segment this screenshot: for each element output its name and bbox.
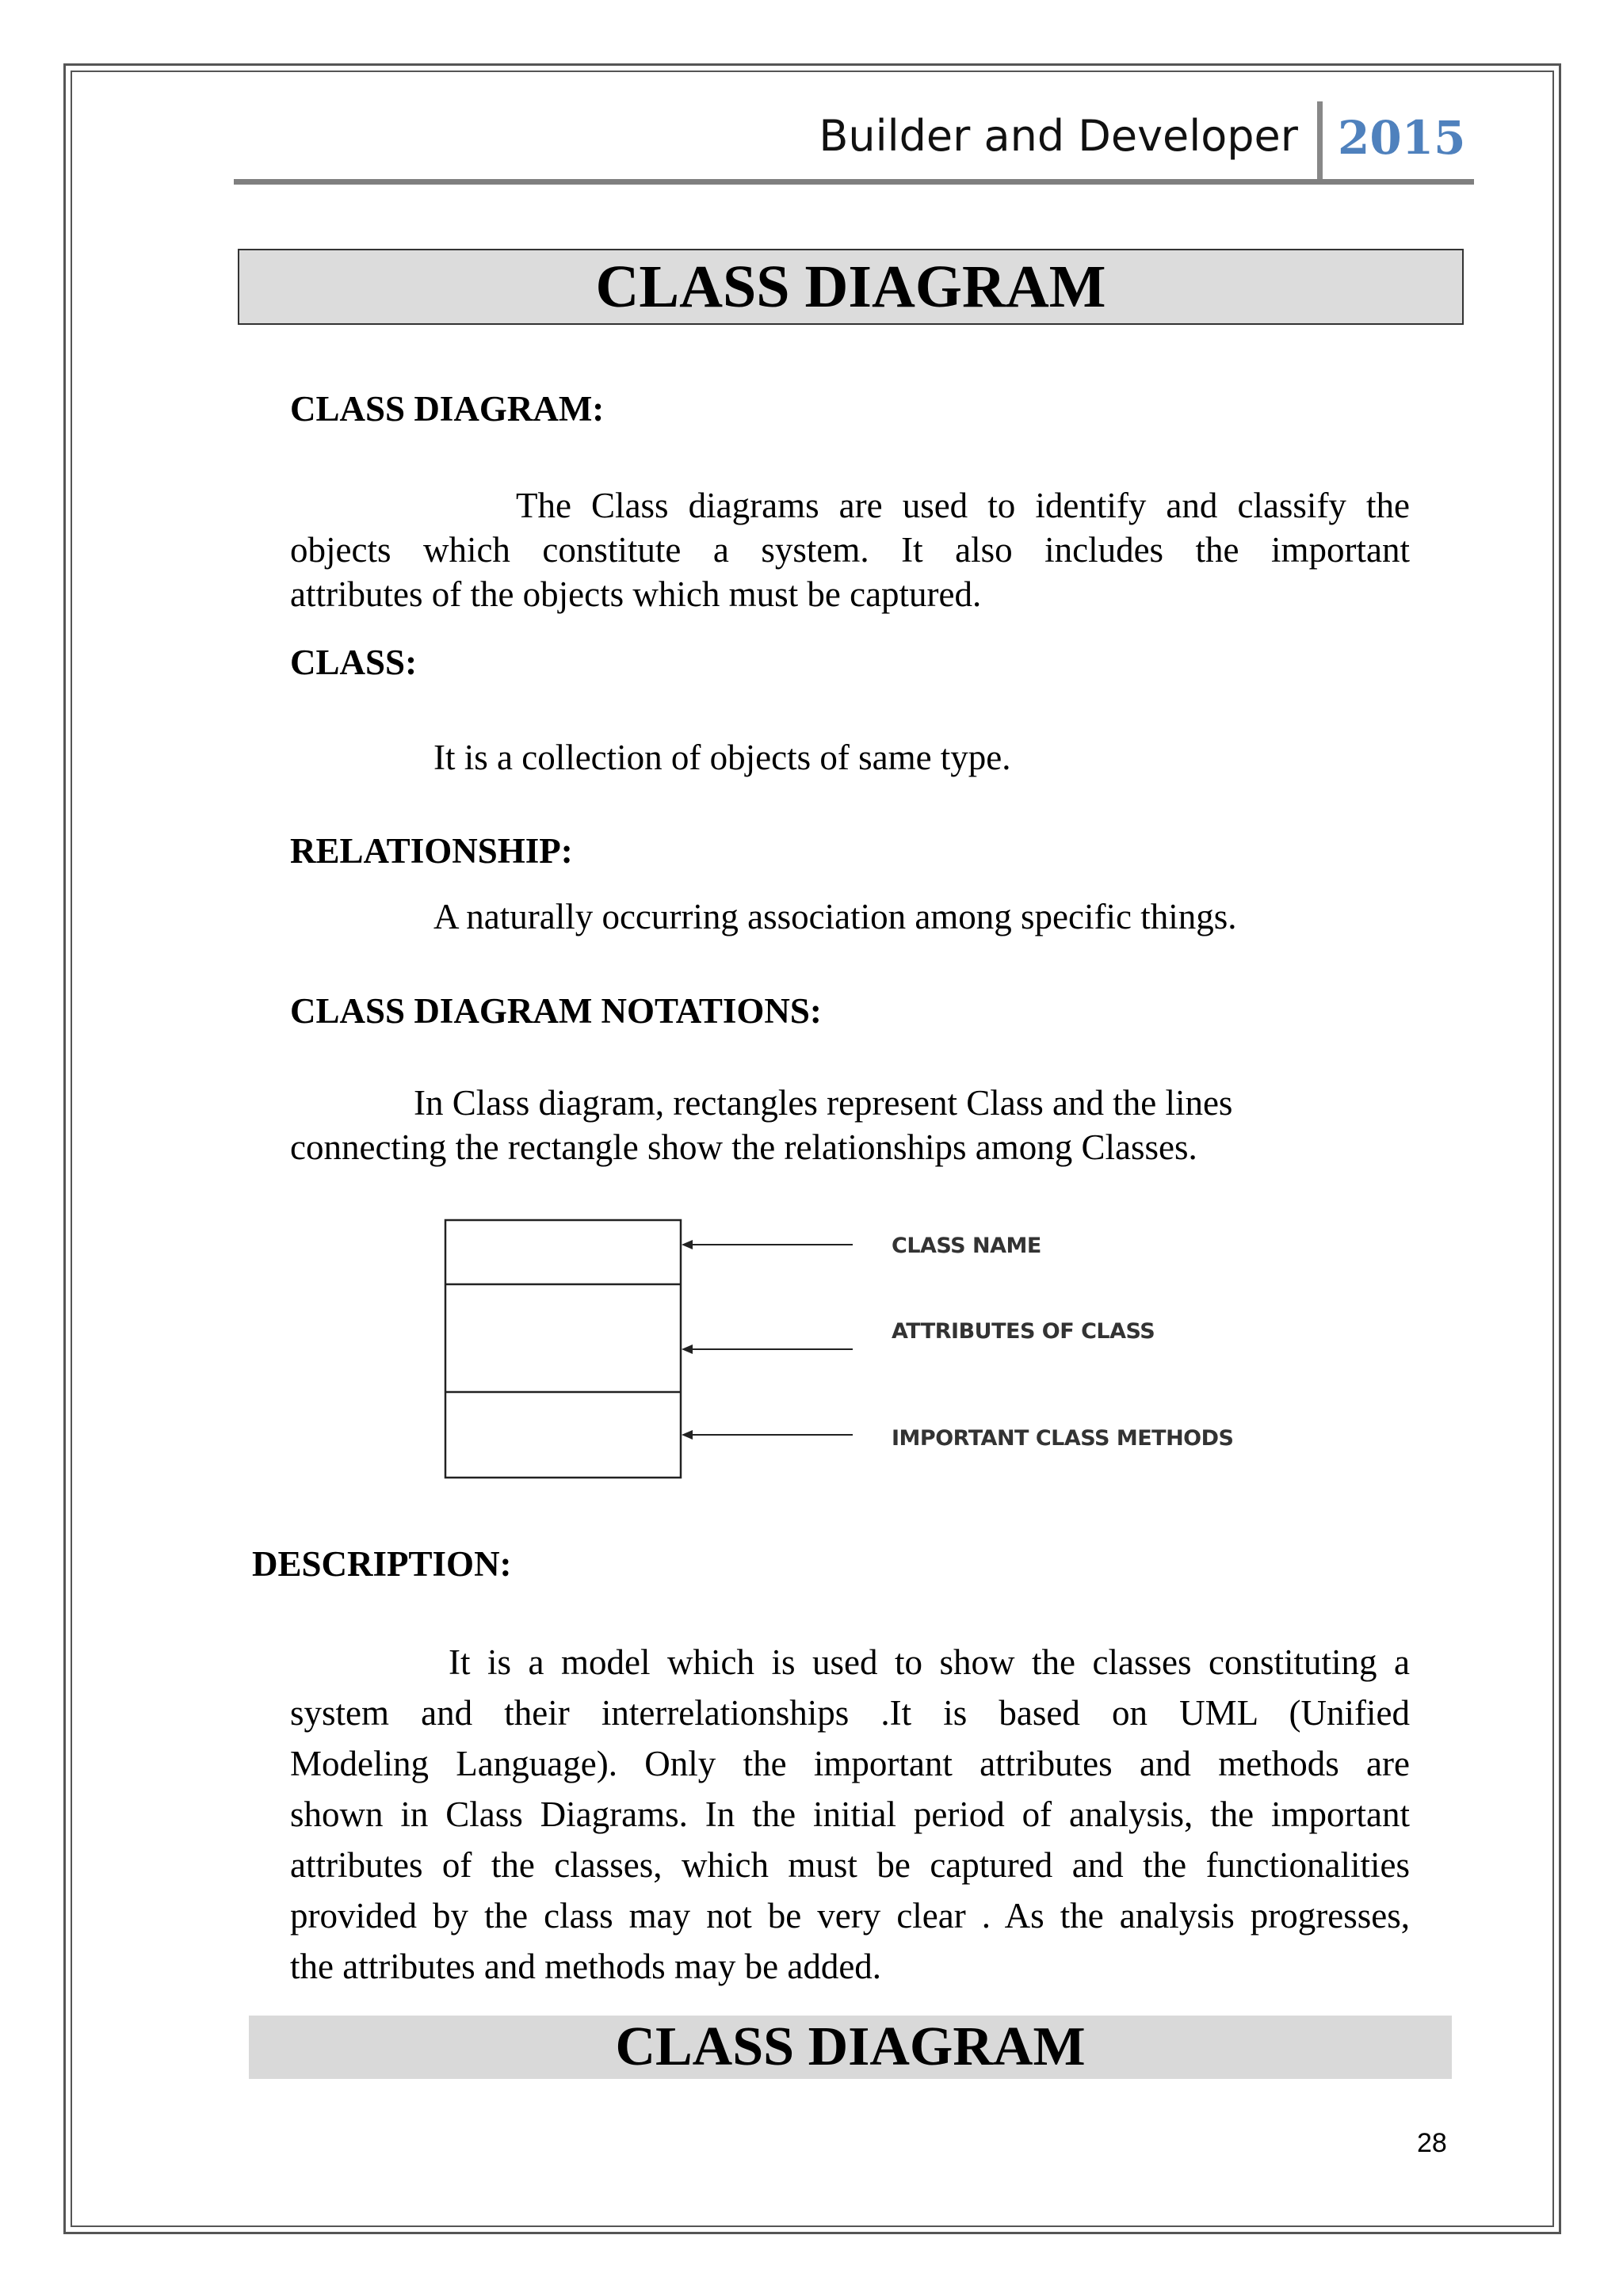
class-box (445, 1220, 681, 1478)
heading-class-diagram: CLASS DIAGRAM: (290, 389, 605, 429)
description-line-7: the attributes and methods may be added. (290, 1947, 882, 1986)
description-line-2: system and their interrelationships .It is based on UML (Unified (290, 1693, 1410, 1733)
footer-banner (249, 2016, 1452, 2079)
relationship-text: A naturally occurring association among specific things. (433, 897, 1237, 936)
class-notation-diagram (440, 1216, 1232, 1486)
description-line-3: Modeling Language). Only the important attributes and methods are (290, 1744, 1410, 1783)
notations-line-1: In Class diagram, rectangles represent Class and the lines (414, 1083, 1233, 1123)
page-number: 28 (1417, 2128, 1447, 2158)
heading-class: CLASS: (290, 643, 418, 682)
title-banner (238, 249, 1464, 325)
description-line-4: shown in Class Diagrams. In the initial period of analysis, the important (290, 1794, 1410, 1834)
description-line-5: attributes of the classes, which must be captured and the functionalities (290, 1845, 1410, 1885)
notations-line-2: connecting the rectangle show the relationships among Classes. (290, 1127, 1197, 1167)
footer-banner-text: CLASS DIAGRAM (615, 2016, 1086, 2077)
class-diagram-line-3: attributes of the objects which must be captured. (290, 574, 982, 614)
arrow-head-attributes (682, 1344, 693, 1354)
header-title: Builder and Developer (819, 111, 1298, 161)
label-class-name: CLASS NAME (892, 1234, 1041, 1258)
heading-relationship: RELATIONSHIP: (290, 831, 573, 871)
class-diagram-line-1: The Class diagrams are used to identify and classify the (516, 486, 1410, 525)
class-diagram-line-2: objects which constitute a system. It also includes the important (290, 530, 1410, 570)
description-line-6: provided by the class may not be very clear . As the analysis progresses, (290, 1896, 1410, 1936)
header-rule (234, 179, 1474, 185)
arrow-head-methods (682, 1430, 693, 1440)
header-separator (1317, 101, 1323, 185)
arrow-head-class-name (682, 1240, 693, 1249)
label-methods: IMPORTANT CLASS METHODS (892, 1426, 1234, 1451)
class-text: It is a collection of objects of same type. (433, 738, 1011, 777)
title-banner-text: CLASS DIAGRAM (595, 253, 1106, 320)
description-paragraph (290, 1637, 1410, 1992)
label-attributes: ATTRIBUTES OF CLASS (892, 1319, 1155, 1344)
header-year: 2015 (1338, 111, 1466, 165)
heading-description: DESCRIPTION: (252, 1544, 512, 1584)
description-line-1: It is a model which is used to show the classes constituting a (449, 1642, 1410, 1682)
heading-notations: CLASS DIAGRAM NOTATIONS: (290, 991, 822, 1031)
